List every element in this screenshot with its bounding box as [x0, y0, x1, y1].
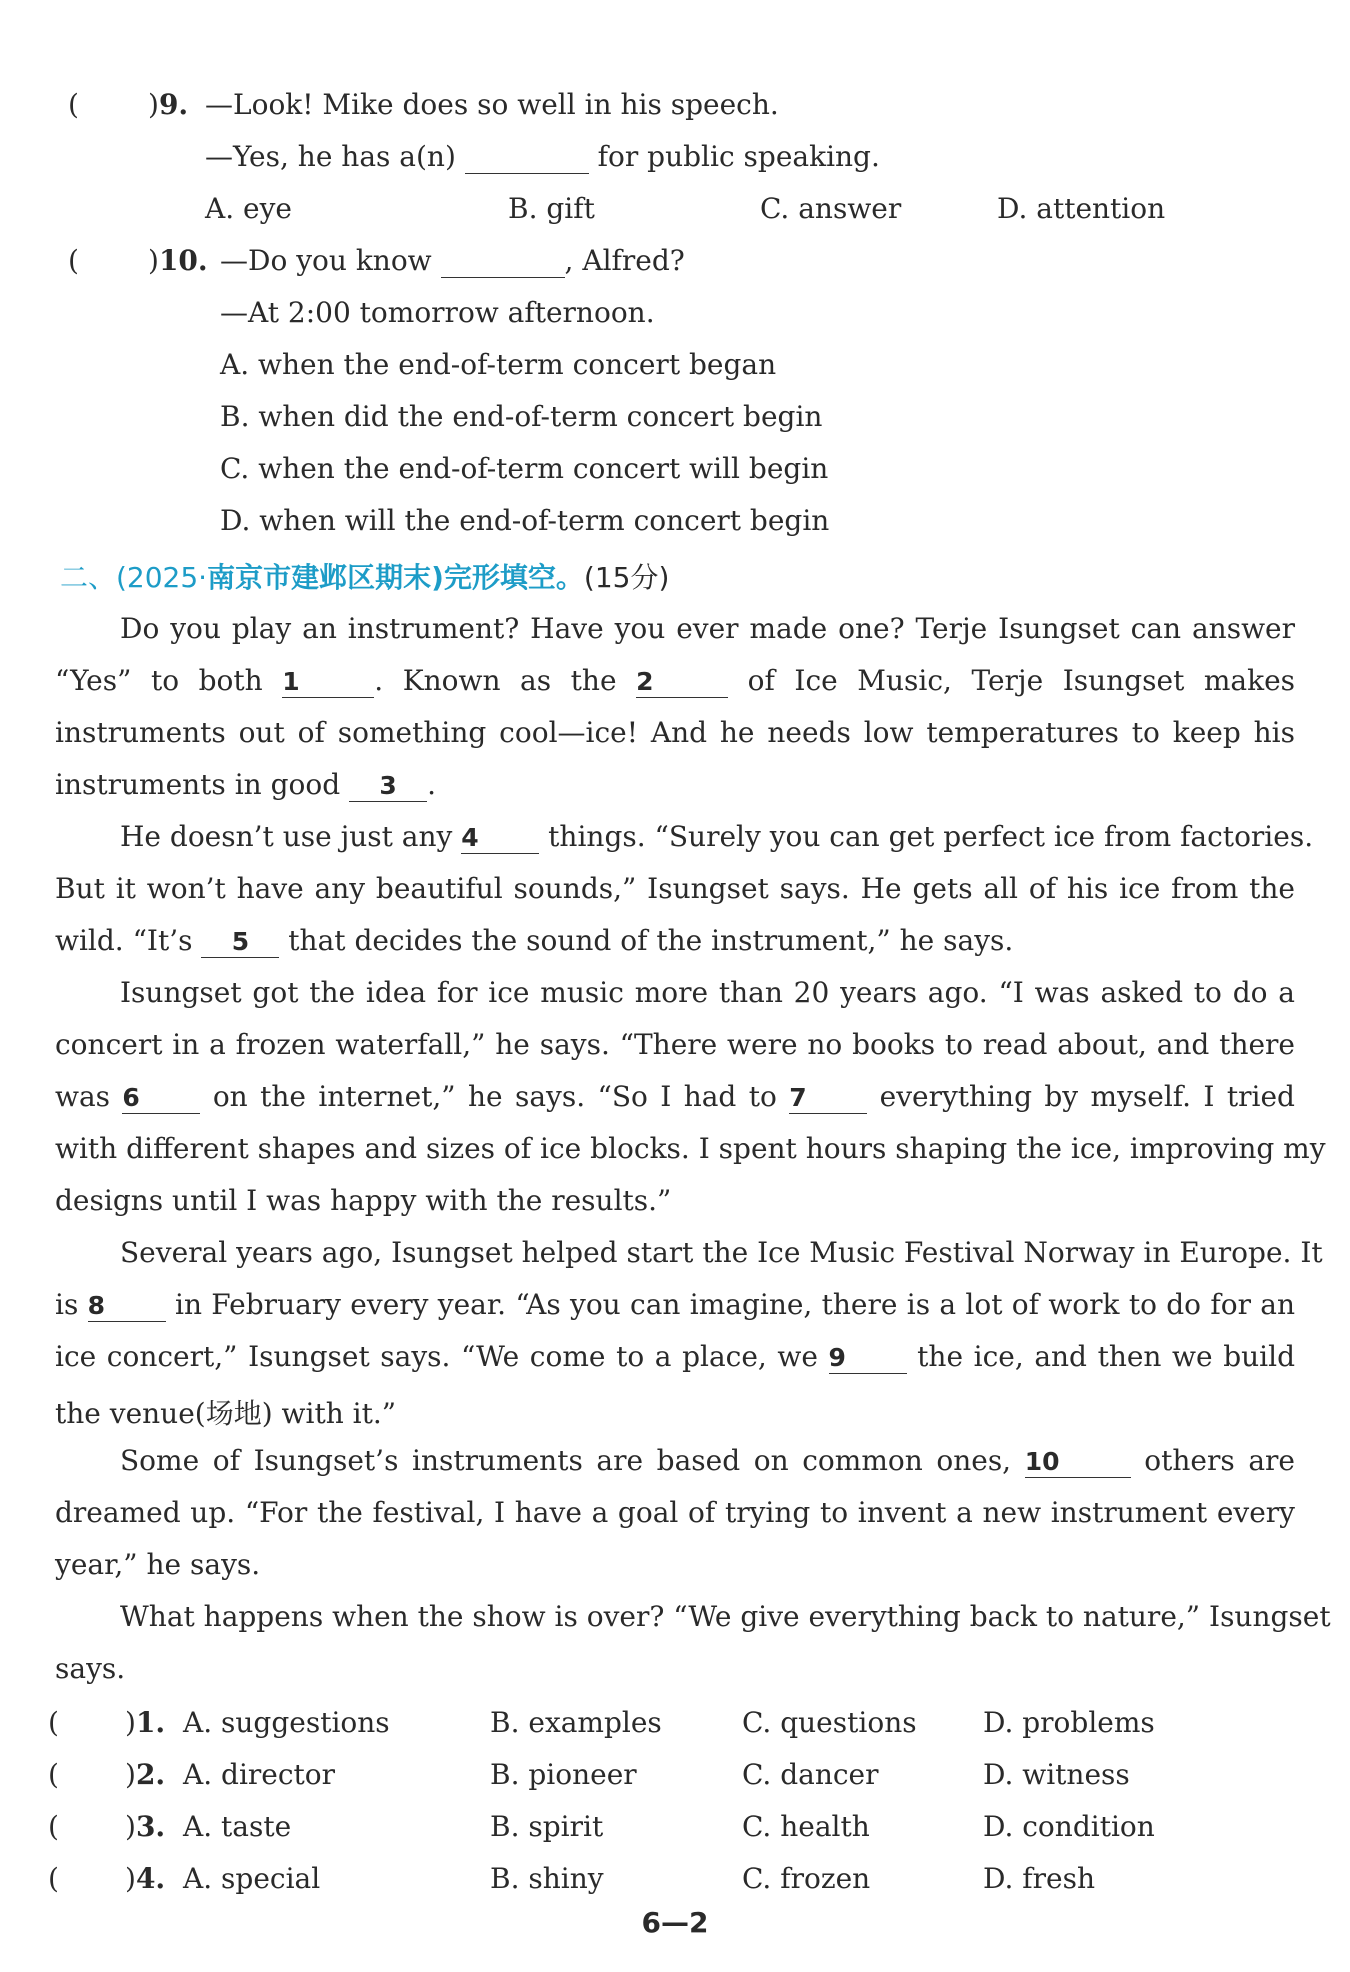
- cloze-blank-10: 10: [1025, 1447, 1131, 1478]
- passage-p3-line-5: designs until I was happy with the results.”: [55, 1184, 672, 1217]
- answer-1-number: 1.: [135, 1706, 166, 1739]
- answer-4-option-c: C. frozen: [742, 1862, 871, 1895]
- q10-answer-blank: [441, 247, 565, 278]
- q9-option-d: D. attention: [997, 192, 1166, 225]
- q10-open-paren: (: [68, 244, 79, 277]
- section-2-points: (15分): [583, 561, 670, 594]
- page-number: 6—2: [641, 1906, 709, 1939]
- q9-dialogue-line-1: —Look! Mike does so well in his speech.: [205, 88, 779, 121]
- cloze-blank-5: 5: [201, 927, 279, 958]
- passage-p5-line-1: Some of Isungset’s instruments are based on common ones, 10 others are: [120, 1444, 1295, 1477]
- q10-number: 10.: [158, 244, 208, 277]
- q10-option-c: C. when the end-of-term concert will begin: [220, 452, 829, 485]
- q10-option-b: B. when did the end-of-term concert begin: [220, 400, 823, 433]
- answer-3-option-a: A. taste: [183, 1810, 292, 1843]
- answer-3-option-c: C. health: [742, 1810, 870, 1843]
- section-2-heading: [60, 556, 669, 596]
- passage-p6-line-1: What happens when the show is over? “We give everything back to nature,” Isungset: [120, 1600, 1331, 1633]
- answer-2-option-d: D. witness: [983, 1758, 1130, 1791]
- answer-1-option-c: C. questions: [742, 1706, 917, 1739]
- answer-2-number: 2.: [135, 1758, 166, 1791]
- q10-option-a: A. when the end-of-term concert began: [220, 348, 777, 381]
- passage-p4-line-2: is 8 in February every year. “As you can imagine, there is a lot of work to do for an: [55, 1288, 1296, 1321]
- answer-1-close-paren: )1.: [125, 1706, 166, 1739]
- cloze-blank-8: 8: [88, 1291, 166, 1322]
- passage-p4-line-1: Several years ago, Isungset helped start the Ice Music Festival Norway in Europe. It: [120, 1236, 1323, 1269]
- q9-close-paren: )9.: [148, 88, 189, 121]
- answer-3-option-b: B. spirit: [490, 1810, 604, 1843]
- passage-p1-line-3: instruments out of something cool—ice! And he needs low temperatures to keep his: [55, 716, 1295, 749]
- answer-4-number: 4.: [135, 1862, 166, 1895]
- answer-3-open-paren: (: [48, 1810, 59, 1843]
- answer-1-open-paren: (: [48, 1706, 59, 1739]
- cloze-blank-6: 6: [122, 1083, 200, 1114]
- answer-3-close-paren: )3.: [125, 1810, 166, 1843]
- passage-p5-line-3: year,” he says.: [55, 1548, 261, 1581]
- q9-option-a: A. eye: [205, 192, 292, 225]
- answer-3-number: 3.: [135, 1810, 166, 1843]
- q10-dialogue-line-2: —At 2:00 tomorrow afternoon.: [220, 296, 655, 329]
- answer-2-close-paren: )2.: [125, 1758, 166, 1791]
- cloze-blank-4: 4: [461, 823, 539, 854]
- passage-p2-line-1: He doesn’t use just any 4 things. “Surely you can get perfect ice from factories.: [120, 820, 1314, 853]
- passage-p1-line-4: instruments in good 3 .: [55, 768, 436, 801]
- passage-p1-line-2: “Yes” to both 1 . Known as the 2 of Ice Music, Terje Isungset makes: [55, 664, 1296, 697]
- answer-4-close-paren: )4.: [125, 1862, 166, 1895]
- section-2-prefix: 二、(2025·: [60, 561, 208, 594]
- section-2-title: 南京市建邺区期末)完形填空。: [207, 561, 584, 594]
- answer-4-option-d: D. fresh: [983, 1862, 1095, 1895]
- passage-p1-line-1: Do you play an instrument? Have you ever made one? Terje Isungset can answer: [120, 612, 1295, 645]
- answer-2-option-c: C. dancer: [742, 1758, 879, 1791]
- passage-p4-line-3: ice concert,” Isungset says. “We come to a place, we 9 the ice, and then we build: [55, 1340, 1295, 1373]
- cloze-blank-7: 7: [789, 1083, 867, 1114]
- q9-number: 9.: [158, 88, 189, 121]
- answer-4-option-a: A. special: [183, 1862, 321, 1895]
- answer-2-option-b: B. pioneer: [490, 1758, 637, 1791]
- q10-dialogue-line-1: —Do you know , Alfred?: [220, 244, 685, 277]
- passage-p5-line-2: dreamed up. “For the festival, I have a goal of trying to invent a new instrument every: [55, 1496, 1295, 1529]
- answer-3-option-d: D. condition: [983, 1810, 1155, 1843]
- answer-1-option-d: D. problems: [983, 1706, 1155, 1739]
- q9-option-c: C. answer: [760, 192, 902, 225]
- cloze-blank-1: 1: [282, 667, 374, 698]
- passage-p3-line-2: concert in a frozen waterfall,” he says. “There were no books to read about, and there: [55, 1028, 1295, 1061]
- answer-2-option-a: A. director: [183, 1758, 336, 1791]
- passage-p4-line-4: the venue(场地) with it.”: [55, 1397, 397, 1430]
- cloze-blank-3: 3: [349, 771, 427, 802]
- q10-close-paren: )10.: [148, 244, 208, 277]
- answer-1-option-a: A. suggestions: [183, 1706, 390, 1739]
- q9-dialogue-line-2: —Yes, he has a(n) for public speaking.: [205, 140, 880, 173]
- passage-p3-line-1: Isungset got the idea for ice music more than 20 years ago. “I was asked to do a: [120, 976, 1295, 1009]
- passage-p2-line-2: But it won’t have any beautiful sounds,” Isungset says. He gets all of his ice from the: [55, 872, 1295, 905]
- passage-p2-line-3: wild. “It’s 5 that decides the sound of the instrument,” he says.: [55, 924, 1014, 957]
- passage-p6-line-2: says.: [55, 1652, 126, 1685]
- cloze-blank-9: 9: [829, 1343, 907, 1374]
- answer-4-option-b: B. shiny: [490, 1862, 604, 1895]
- answer-2-open-paren: (: [48, 1758, 59, 1791]
- answer-4-open-paren: (: [48, 1862, 59, 1895]
- passage-p3-line-3: was 6 on the internet,” he says. “So I had to 7 everything by myself. I tried: [55, 1080, 1295, 1113]
- cloze-blank-2: 2: [636, 667, 728, 698]
- answer-1-option-b: B. examples: [490, 1706, 662, 1739]
- q9-answer-blank: [465, 143, 589, 174]
- q10-option-d: D. when will the end-of-term concert begin: [220, 504, 830, 537]
- q9-option-b: B. gift: [508, 192, 595, 225]
- passage-p3-line-4: with different shapes and sizes of ice blocks. I spent hours shaping the ice, improving my: [55, 1132, 1326, 1165]
- q9-open-paren: (: [68, 88, 79, 121]
